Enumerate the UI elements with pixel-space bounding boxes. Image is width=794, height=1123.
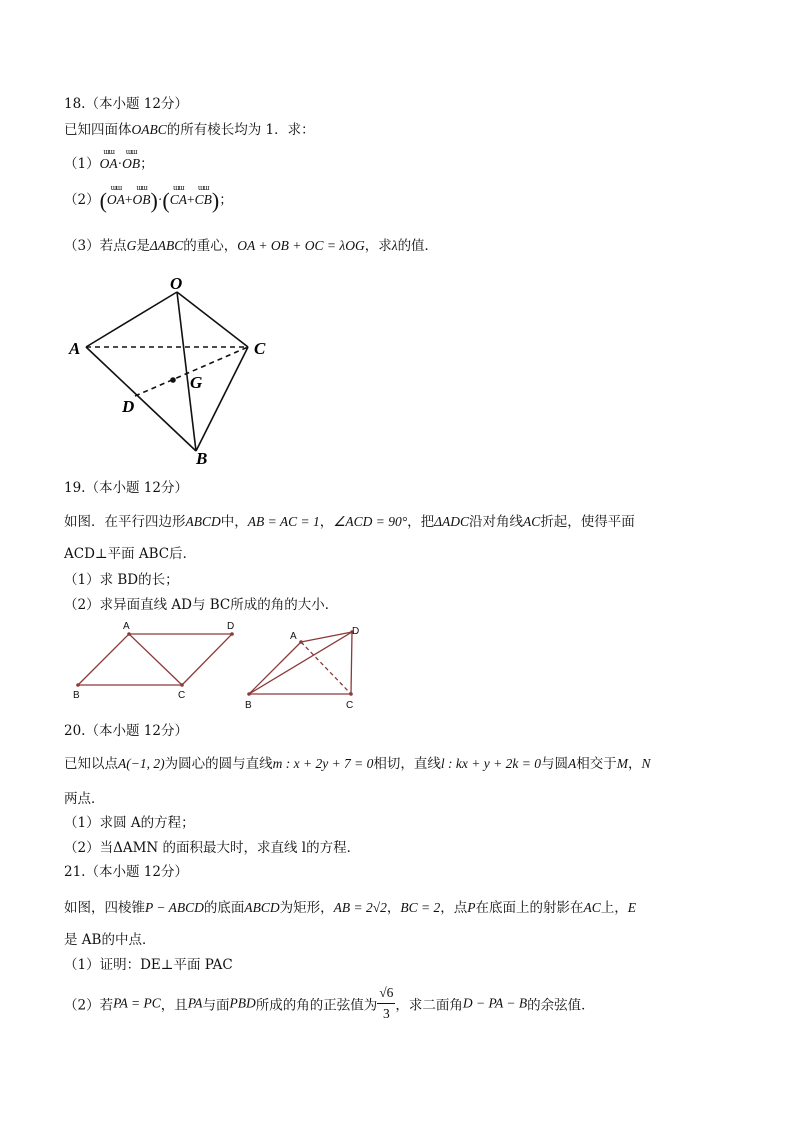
q21-p2-pre: （2）若 [64,997,114,1014]
q19-parallelogram-figure [64,618,254,704]
fd-label-a: A [290,631,297,642]
fd-label-d: D [352,626,360,637]
label-b: B [196,449,208,468]
q21-l1-ac: AC [583,900,601,915]
q21-l1-sep: ， [386,900,401,916]
q19-line2: ACD⊥平面 ABC后． [64,546,197,562]
q18-p2-end: ； [219,192,233,208]
fd-label-b: B [245,700,252,711]
q21-l1-e: E [627,900,637,915]
q19-l1-pre: 如图．在平行四边形 [64,514,186,530]
q18-p1-label: （1） [64,156,100,172]
q18-stem [64,118,315,138]
q21-l1-mid: 的底面 [203,900,245,916]
q18-p2-label: （2） [64,192,100,208]
label-a: A [69,339,81,358]
q20-line1 [64,752,650,772]
q21-l1-mid4: 在底面上的射影在 [475,900,584,916]
q21-p2-eq: PA = PC [113,995,161,1011]
q21-header: 21.（本小题 12分） [64,864,188,880]
q21-p2-num: √6 [377,983,395,1004]
q18-part3 [64,234,438,254]
q18-stem-post: 的所有棱长均为 1．求： [166,122,315,138]
q19-folded-figure [240,618,370,712]
q19-l1-ac: AC [523,514,541,529]
edge-oa [86,292,177,347]
q18-p3-eq: OA + OB + OC = λOG [237,238,365,253]
pg-ab [78,634,129,685]
q21-line2: 是 AB的中点． [64,932,156,948]
q19-l1-angle: ∠ACD = 90° [333,514,408,529]
q20-l1-mid2: 相切，直线 [373,756,441,772]
q21-p2-pa: PA [187,995,203,1011]
q21-l1-ab: AB = 2√2 [333,900,387,915]
fd-label-c: C [346,700,354,711]
q21-p2-mid4: ，求二面角 [395,997,463,1014]
q18-header: 18.（本小题 12分） [64,96,188,112]
label-g: G [190,373,203,392]
q18-part1 [64,152,154,172]
q18-p1-end: ； [140,156,154,172]
q21-line1 [64,896,636,916]
q19-part2: （2）求异面直线 AD与 BC所成的角的大小． [64,597,339,613]
q21-p2-den: 3 [382,1006,390,1021]
q20-l1-l: l : kx + y + 2k = 0 [440,756,541,771]
q19-l1-end: 折起，使得平面 [540,514,635,530]
q20-part2: （2）当ΔAMN 的面积最大时，求直线 l的方程． [64,840,361,856]
q18-p3-g: G [126,238,137,253]
q19-l1-mid: 中， [220,514,248,530]
q18-p2-dot: · [157,192,163,207]
q21-p2-angle: D − PA − B [462,995,528,1011]
label-c: C [254,339,266,358]
q18-p2-plus2: + [186,192,195,207]
edge-oc [177,292,248,347]
q20-l1-a: A [567,756,577,771]
pg-dc [182,634,232,685]
q21-p2-mid2: 与面 [202,997,230,1014]
q18-p1-vec-a: ɯɯ OA [100,156,118,172]
q18-p3-mid2: 的重心， [183,238,238,254]
fd-ac-dashed [301,642,351,694]
centroid-point [170,377,176,383]
q18-part2: （2）(ɯɯ OA+ɯɯ OB)·(ɯɯ CA+ɯɯ CB)； [64,188,233,214]
q20-l1-m2: M [616,756,628,771]
q21-l1-pre: 如图，四棱锥 [64,900,145,916]
pg-label-b: B [73,690,80,701]
q18-p3-label: （3）若点 [64,238,127,254]
q21-l1-pt: P [467,900,476,915]
q18-p3-mid: 是 [136,238,150,254]
q21-l1-mid3: ，点 [440,900,468,916]
q18-p1-vec-b: ɯɯ OB [122,156,140,172]
pg-ac [129,634,182,685]
q18-p2-plus1: + [124,192,133,207]
edge-cb [196,347,248,451]
q20-l1-m: m : x + 2y + 7 = 0 [272,756,374,771]
q18-stem-var: OABC [131,122,167,137]
q20-part1: （1）求圆 A的方程； [64,815,195,831]
q20-l1-mid3: 与圆 [540,756,568,772]
q19-l1-eq1: AB = AC = 1 [247,514,320,529]
fd-dc [351,632,352,694]
q20-l1-point: A(−1, 2) [118,756,165,771]
q18-p1-dot: · [117,156,123,171]
q21-l1-abcd: ABCD [244,900,280,915]
q21-part2 [64,983,595,1024]
q18-p3-lambda: λ [391,238,398,253]
q18-p2-vec-b: ɯɯ OB [133,192,151,208]
pg-label-a: A [123,621,130,632]
q19-part1: （1）求 BD的长； [64,572,179,588]
q20-l1-n: N [641,756,651,771]
q21-l1-mid5: 上， [600,900,628,916]
edge-ab [86,347,196,451]
q18-p2-vec-c: ɯɯ CA [170,192,187,208]
q20-l1-pre: 已知以点 [64,756,118,772]
q18-p2-vec-d: ɯɯ CB [195,192,212,208]
pg-label-d: D [227,621,235,632]
q19-l1-comma: ， [319,514,334,530]
q19-l1-tri: ΔADC [434,514,470,529]
q18-p3-end: 的值． [397,238,439,254]
q21-p2-mid3: 所成的角的正弦值为 [255,997,378,1014]
label-d: D [122,397,135,416]
q19-header: 19.（本小题 12分） [64,480,188,496]
q21-l1-mid2: 为矩形， [279,900,334,916]
q18-p3-end-pre: ，求 [364,238,392,254]
q18-p2-vec-a: ɯɯ OA [107,192,125,208]
q21-l1-bc: BC = 2 [400,900,441,915]
q20-l1-sep: ， [627,756,642,772]
label-o: O [170,274,183,293]
q18-p3-tri: ΔABC [149,238,184,253]
q18-tetrahedron-figure [60,268,280,468]
q20-line2: 两点． [64,791,105,807]
q21-p2-fraction [377,983,395,1024]
pg-label-c: C [178,690,186,701]
q21-l1-p: P − ABCD [145,900,204,915]
q19-line1 [64,510,635,530]
q18-stem-pre: 已知四面体 [64,122,132,138]
q20-l1-mid4: 相交于 [576,756,617,772]
q19-l1-mid3: 沿对角线 [469,514,524,530]
q20-l1-mid: 为圆心的圆与直线 [164,756,273,772]
q20-header: 20.（本小题 12分） [64,723,188,739]
q21-p2-end: 的余弦值． [527,997,595,1014]
q21-p2-mid: ，且 [160,997,188,1014]
q21-p2-pbd: PBD [229,995,256,1011]
q19-l1-abcd: ABCD [185,514,221,529]
q21-part1: （1）证明：DE⊥平面 PAC [64,957,233,973]
q19-l1-mid2: ，把 [407,514,435,530]
